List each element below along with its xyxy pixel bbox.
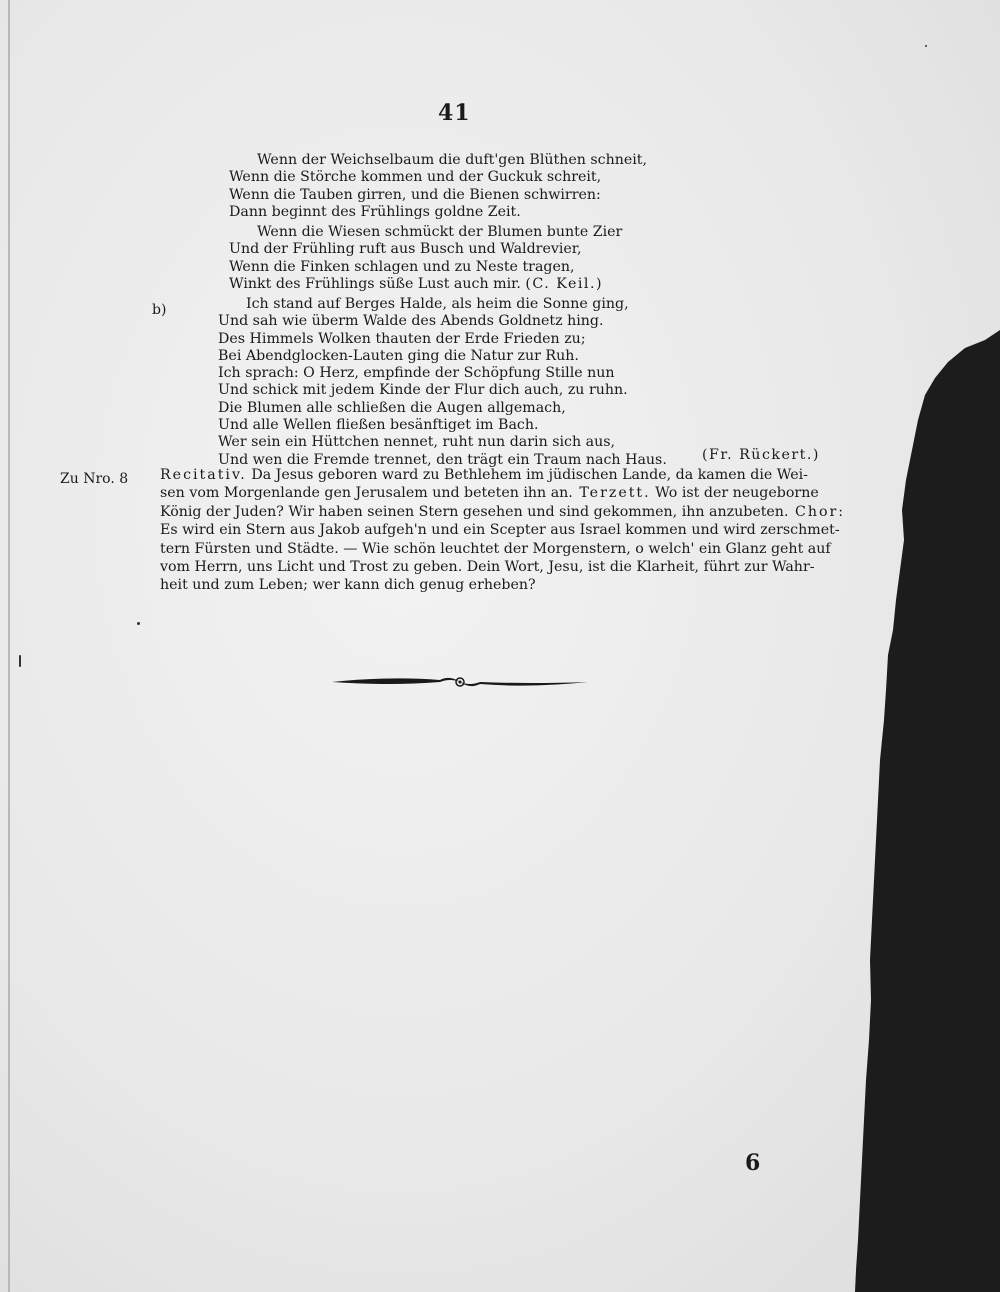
recitativ-heading: Recitativ. <box>160 467 247 483</box>
poem-line: Dann beginnt des Frühlings goldne Zeit. <box>229 203 521 220</box>
poem-line: Und alle Wellen fließen besänftiget im Bach. <box>218 417 539 434</box>
poem-line: Ich sprach: O Herz, empfinde der Schöpfung Stille nun <box>218 365 615 382</box>
poem-line: Die Blumen alle schließen die Augen allgemach, <box>218 399 566 416</box>
poem-line-with-attribution <box>229 276 622 293</box>
note-label: Zu Nro. 8 <box>60 471 129 487</box>
note-line: Recitativ. Da Jesus geboren ward zu Bethlehem im jüdischen Lande, da kamen die Wei- <box>160 467 808 483</box>
note-line: König der Juden? Wir haben seinen Stern gesehen und sind gekommen, ihn anzubeten. Chor: <box>160 503 846 520</box>
poem-line: Wenn der Weichselbaum die duft'gen Blüthen schneit, <box>257 152 648 168</box>
terzett-heading: Terzett. <box>572 485 651 502</box>
ink-speck <box>19 655 21 667</box>
chor-heading: Chor: <box>788 503 846 520</box>
sheet-number: 6 <box>745 1150 761 1176</box>
poem-line: Des Himmels Wolken thauten der Erde Frieden zu; <box>218 330 586 347</box>
note-line: heit und zum Leben; wer kann dich genug erheben? <box>160 577 536 594</box>
poem-line: Wenn die Finken schlagen und zu Neste tragen, <box>229 258 575 275</box>
poem-b <box>218 296 667 469</box>
note-line: Es wird ein Stern aus Jakob aufgeh'n und ein Scepter aus Israel kommen und wird zerschmet- <box>160 522 840 539</box>
page-number: 41 <box>438 100 471 126</box>
poem-line: Wenn die Wiesen schmückt der Blumen bunte Zier <box>257 224 623 240</box>
poem-line: Wenn die Störche kommen und der Guckuk schreit, <box>229 169 602 186</box>
note-line: tern Fürsten und Städte. — Wie schön leuchtet der Morgenstern, o welch' ein Glanz geht auf <box>160 540 831 557</box>
poem-line: Ich stand auf Berges Halde, als heim die Sonne ging, <box>246 296 629 312</box>
poem-line: Und wen die Fremde trennet, den trägt ein Traum nach Haus. <box>218 451 667 468</box>
poem-line: Wenn die Tauben girren, und die Bienen schwirren: <box>229 186 601 203</box>
poem-line: Wer sein ein Hüttchen nennet, ruht nun darin sich aus, <box>218 434 616 451</box>
section-marker-b: b) <box>152 302 167 318</box>
poem-line: Und der Frühling ruft aus Busch und Waldrevier, <box>229 241 582 258</box>
attribution-keil: (C. Keil.) <box>525 275 603 292</box>
ink-speck <box>137 622 140 625</box>
note-text <box>160 466 872 595</box>
poem-a-stanza-2 <box>229 224 622 293</box>
poem-a-stanza-1 <box>229 152 647 221</box>
poem-line: Bei Abendglocken-Lauten ging die Natur zur Ruh. <box>218 347 579 364</box>
ornament-divider-icon <box>330 672 590 692</box>
poem-line: Winkt des Frühlings süße Lust auch mir. <box>229 275 521 292</box>
note-line: vom Herrn, uns Licht und Trost zu geben. Dein Wort, Jesu, ist die Klarheit, führt zur Wahr- <box>160 559 815 576</box>
poem-line: Und sah wie überm Walde des Abends Goldnetz hing. <box>218 313 604 330</box>
attribution-rueckert: (Fr. Rückert.) <box>702 447 820 463</box>
ink-speck <box>925 45 927 47</box>
note-line: sen vom Morgenlande gen Jerusalem und beteten ihn an. Terzett. Wo ist der neugeborne <box>160 485 819 502</box>
poem-line: Und schick mit jedem Kinde der Flur dich auch, zu ruhn. <box>218 382 628 399</box>
